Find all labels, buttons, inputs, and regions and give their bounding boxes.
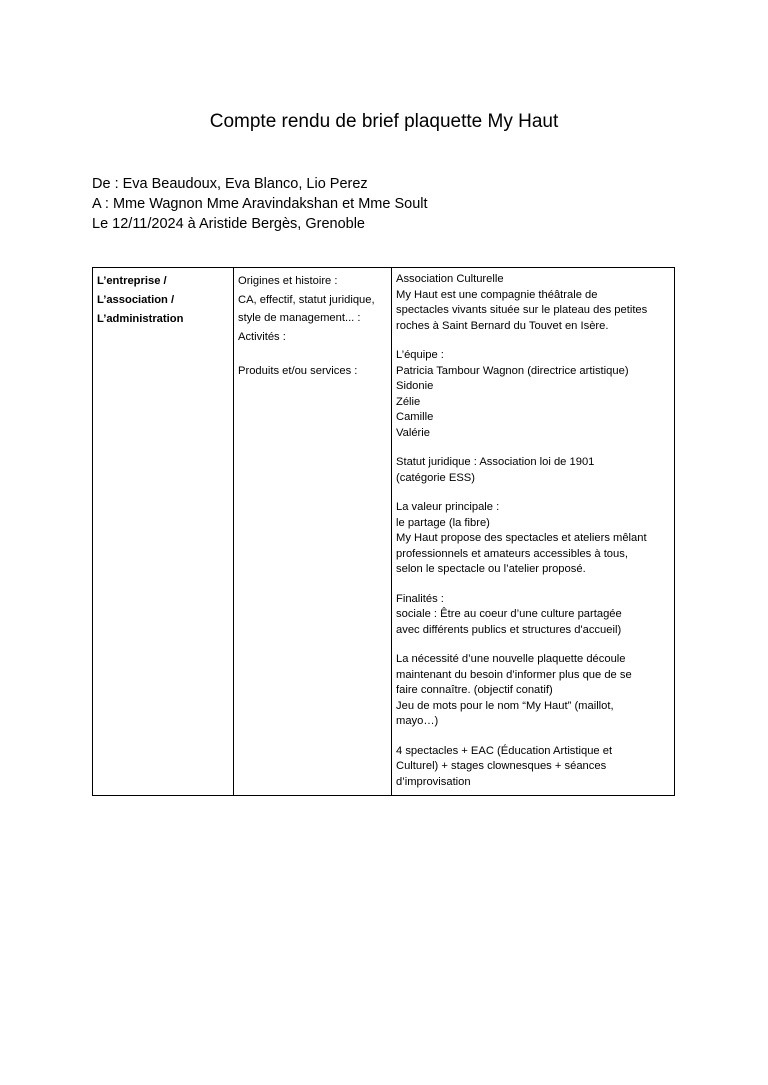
answer-line: Zélie [396,395,421,408]
section-label-line: L’entreprise / [97,275,167,287]
question-line: CA, effectif, statut juridique, [238,293,375,306]
answer-line: La nécessité d’une nouvelle plaquette découle [396,653,626,665]
answer-line: 4 spectacles + EAC (Éducation Artistique et [396,744,613,757]
answer-line: avec différents publics et structures d'accueil) [396,623,622,636]
answer-line: Association Culturelle [396,273,504,285]
answers-cell [392,268,675,796]
answer-line: sociale : Être au coeur d’une culture partagée [396,608,622,620]
answer-line: Camille [396,411,434,423]
header-block [92,174,428,234]
answer-paragraph [396,272,670,334]
table-row [93,268,675,796]
to-line: A : Mme Wagnon Mme Aravindakshan et Mme Soult [92,196,428,212]
answer-line: d’improvisation [396,775,471,788]
answer-line: Statut juridique : Association loi de 1901 [396,456,595,468]
answer-line: faire connaître. (objectif conatif) [396,684,553,696]
questions-cell [234,268,392,796]
section-label-line: L’association / [97,294,175,306]
answer-line: selon le spectacle ou l’atelier proposé. [396,563,586,575]
answer-line: L’équipe : [396,349,444,361]
answer-line: roches à Saint Bernard du Touvet en Isère. [396,319,609,332]
answer-line: professionnels et amateurs accessibles à tous, [396,547,628,560]
answer-line: le partage (la fibre) [396,516,490,529]
answer-line: Patricia Tambour Wagnon (directrice artistique) [396,364,629,377]
question-line: style de management... : [238,312,361,324]
question-line: Produits et/ou services : [238,364,358,377]
answer-line: Sidonie [396,380,434,392]
brief-table [92,267,675,796]
answer-paragraph [396,455,670,486]
answer-line: My Haut propose des spectacles et ateliers mêlant [396,532,647,544]
question-line: Origines et histoire : [238,275,338,287]
answer-paragraph [396,592,670,639]
answer-line: spectacles vivants située sur le plateau des petites [396,304,648,316]
answer-line: (catégorie ESS) [396,471,475,484]
question-line: Activités : [238,330,286,343]
answer-paragraph [396,500,670,578]
section-label-line: L’administration [97,313,184,325]
date-place-line: Le 12/11/2024 à Aristide Bergès, Grenoble [92,216,366,232]
from-line: De : Eva Beaudoux, Eva Blanco, Lio Perez [92,176,368,192]
document-title: Compte rendu de brief plaquette My Haut [209,111,559,132]
answer-line: maintenant du besoin d’informer plus que de se [396,668,632,681]
answer-paragraph [396,348,670,441]
answer-paragraph [396,652,670,730]
answer-line: Finalités : [396,592,444,605]
answer-line: Jeu de mots pour le nom “My Haut” (maillot, [396,699,614,712]
answer-paragraph [396,744,670,791]
section-label-cell [93,268,234,796]
answer-line: Valérie [396,426,430,439]
answer-line: mayo…) [396,715,439,727]
answer-line: My Haut est une compagnie théâtrale de [396,288,598,301]
answer-line: Culturel) + stages clownesques + séances [396,760,607,772]
answer-line: La valeur principale : [396,501,500,513]
